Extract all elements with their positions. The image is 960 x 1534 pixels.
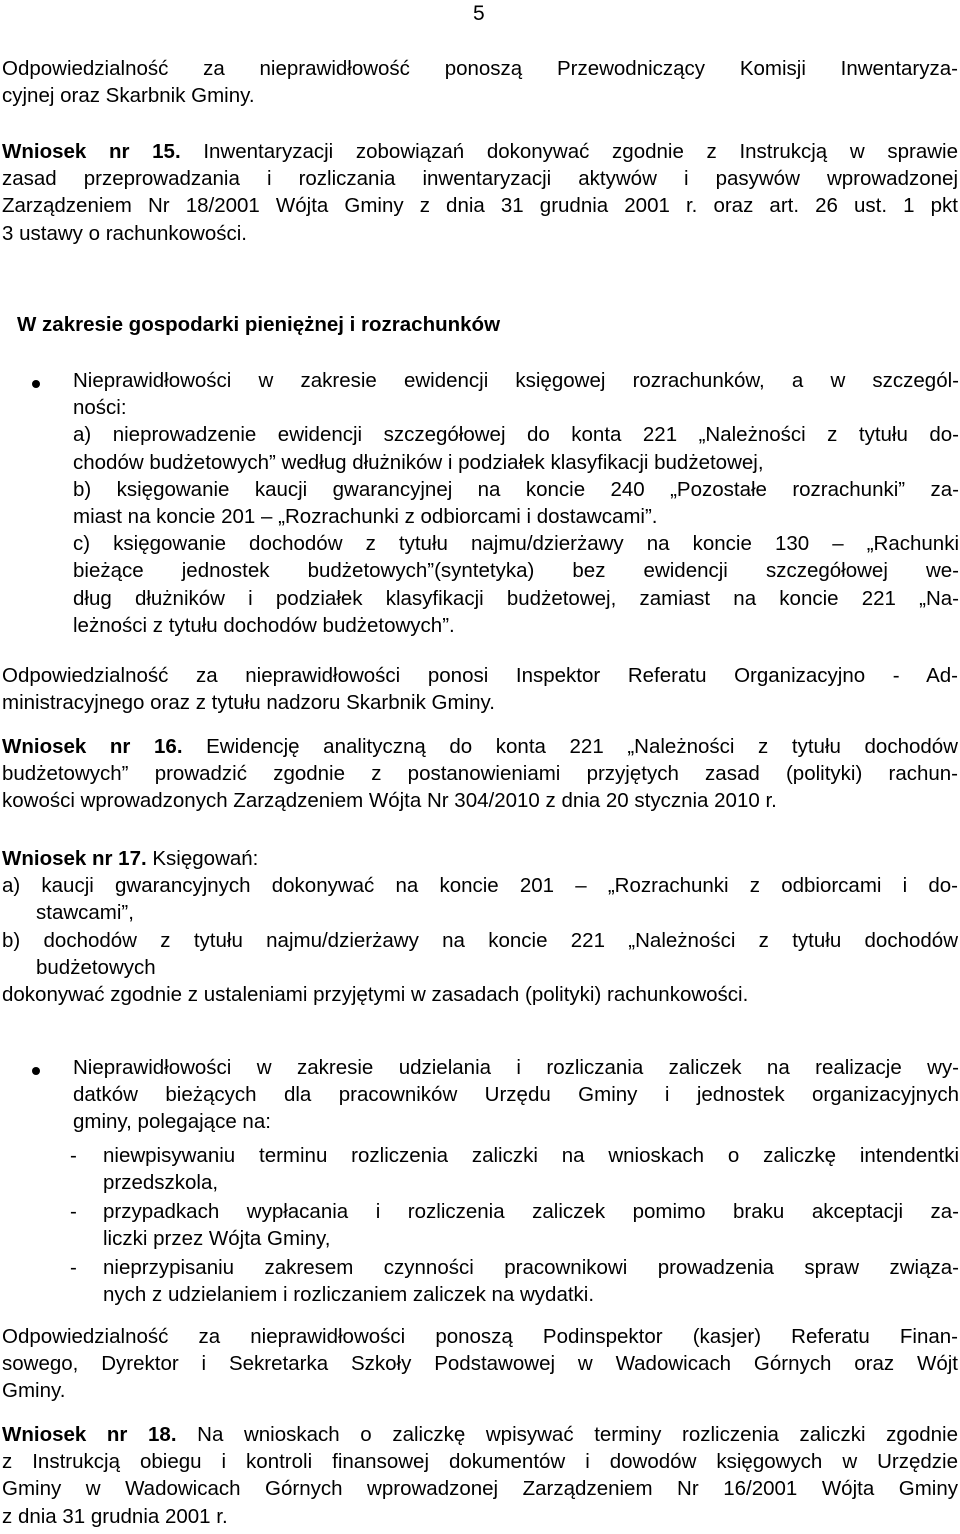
text-line: dług dłużników i podziałek klasyfikacji budżetowej, zamiast na koncie 221 „Na-: [73, 586, 959, 610]
section-heading: W zakresie gospodarki pieniężnej i rozrachunków: [17, 313, 501, 336]
text-line: stawcami”,: [36, 901, 134, 925]
text-line: z Instrukcją obiegu i kontroli finansowej dokumentów i dowodów księgowych w Urzędzie: [2, 1450, 958, 1474]
bullet-icon: [32, 380, 40, 388]
recommendation-label: Wniosek nr 15.: [2, 140, 181, 163]
text-line: liczki przez Wójta Gminy,: [103, 1227, 331, 1251]
recommendation-label: Wniosek nr 17.: [2, 847, 147, 870]
text-line: Wniosek nr 15. Inwentaryzacji zobowiązań dokonywać zgodnie z Instrukcją w sprawie: [2, 140, 958, 163]
responsibility-paragraph-1: [2, 55, 958, 109]
text-line: z dnia 31 grudnia 2001 r.: [2, 1504, 228, 1528]
text-line: kowości wprowadzonych Zarządzeniem Wójta Nr 304/2010 z dnia 20 stycznia 2010 r.: [2, 789, 777, 813]
text-line: datków bieżących dla pracowników Urzędu Gminy i jednostek organizacyjnych: [73, 1083, 959, 1107]
recommendation-label: Wniosek nr 16.: [2, 735, 183, 758]
recommendation-17: [2, 845, 958, 1008]
text-line: 3 ustawy o rachunkowości.: [2, 221, 247, 245]
text-line: miast na koncie 201 – „Rozrachunki z odbiorcami i dostawcami”.: [73, 505, 658, 529]
text-line: nych z udzielaniem i rozliczaniem zaliczek na wydatki.: [103, 1283, 595, 1307]
text-line: przedszkola,: [103, 1171, 219, 1195]
page-number: 5: [473, 2, 485, 25]
text-line: budżetowych” prowadzić zgodnie z postanowieniami przyjętych zasad (polityki) rachun-: [2, 762, 958, 786]
recommendation-18: [2, 1421, 958, 1530]
text-line: budżetowych: [36, 955, 156, 979]
text-line: przypadkach wypłacania i rozliczenia zaliczek pomimo braku akceptacji za-: [103, 1200, 959, 1223]
text-line: niewpisywaniu terminu rozliczenia zaliczki na wnioskach o zaliczkę intendentki: [103, 1144, 959, 1167]
text-line: b) księgowanie kaucji gwarancyjnej na koncie 240 „Pozostałe rozrachunki” za-: [73, 477, 959, 501]
text-line: c) księgowanie dochodów z tytułu najmu/dzierżawy na koncie 130 – „Rachunki: [73, 532, 959, 556]
bullet-icon: [32, 1067, 40, 1075]
text-line: ministracyjnego oraz z tytułu nadzoru Skarbnik Gminy.: [2, 691, 495, 715]
text-line: Odpowiedzialność za nieprawidłowość ponoszą Przewodniczący Komisji Inwentaryza-: [2, 57, 958, 80]
recommendation-label: Wniosek nr 18.: [2, 1423, 177, 1446]
text-line: Odpowiedzialność za nieprawidłowości ponosi Inspektor Referatu Organizacyjno - Ad-: [2, 664, 958, 687]
text-line: Odpowiedzialność za nieprawidłowości ponoszą Podinspektor (kasjer) Referatu Finan-: [2, 1325, 958, 1348]
text-line: leżności z tytułu dochodów budżetowych”.: [73, 613, 455, 637]
text-line: chodów budżetowych” według dłużników i podziałek klasyfikacji budżetowej,: [73, 450, 764, 474]
text-line: a) kaucji gwarancyjnych dokonywać na koncie 201 – „Rozrachunki z odbiorcami i do-: [2, 874, 958, 898]
bullet-item-accounting: [73, 367, 959, 639]
responsibility-paragraph-2: [2, 662, 958, 716]
text-line: bieżące jednostek budżetowych”(syntetyka) bez ewidencji szczegółowej we-: [73, 559, 959, 583]
text-line: ności:: [73, 396, 127, 420]
recommendation-16: [2, 733, 958, 815]
text-line: Wniosek nr 18. Na wnioskach o zaliczkę wpisywać terminy rozliczenia zaliczki zgodnie: [2, 1423, 958, 1446]
list-item: [103, 1142, 959, 1196]
text-line: Wniosek nr 16. Ewidencję analityczną do konta 221 „Należności z tytułu dochodów: [2, 735, 958, 758]
text-line: Gminy w Wadowicach Górnych wprowadzonej Zarządzeniem Nr 16/2001 Wójta Gminy: [2, 1477, 958, 1501]
dash-marker: -: [70, 1144, 77, 1167]
text-line: a) nieprowadzenie ewidencji szczegółowej do konta 221 „Należności z tytułu do-: [73, 423, 959, 447]
text-line: dokonywać zgodnie z ustaleniami przyjętymi w zasadach (polityki) rachunkowości.: [2, 983, 749, 1007]
recommendation-15: [2, 138, 958, 247]
text-line: b) dochodów z tytułu najmu/dzierżawy na koncie 221 „Należności z tytułu dochodów: [2, 928, 958, 952]
dash-marker: -: [70, 1256, 77, 1279]
text-line: gminy, polegające na:: [73, 1110, 271, 1134]
text-line: Nieprawidłowości w zakresie udzielania i rozliczania zaliczek na realizacje wy-: [73, 1056, 959, 1079]
text-line: Wniosek nr 17. Księgowań:: [2, 847, 259, 870]
text-line: zasad przeprowadzania i rozliczania inwentaryzacji aktywów i pasywów wprowadzonej: [2, 167, 958, 191]
dash-marker: -: [70, 1200, 77, 1223]
text-line: Zarządzeniem Nr 18/2001 Wójta Gminy z dnia 31 grudnia 2001 r. oraz art. 26 ust. 1 pkt: [2, 194, 958, 218]
text-line: Nieprawidłowości w zakresie ewidencji księgowej rozrachunków, a w szczegól-: [73, 369, 959, 392]
list-item: [103, 1198, 959, 1252]
text-line: nieprzypisaniu zakresem czynności pracownikowi prowadzenia spraw związa-: [103, 1256, 959, 1279]
text-line: cyjnej oraz Skarbnik Gminy.: [2, 84, 255, 108]
text-line: Gminy.: [2, 1379, 66, 1403]
responsibility-paragraph-3: [2, 1323, 958, 1405]
text-line: sowego, Dyrektor i Sekretarka Szkoły Podstawowej w Wadowicach Górnych oraz Wójt: [2, 1352, 958, 1376]
list-item: [103, 1254, 959, 1308]
bullet-item-advances: [73, 1054, 959, 1136]
